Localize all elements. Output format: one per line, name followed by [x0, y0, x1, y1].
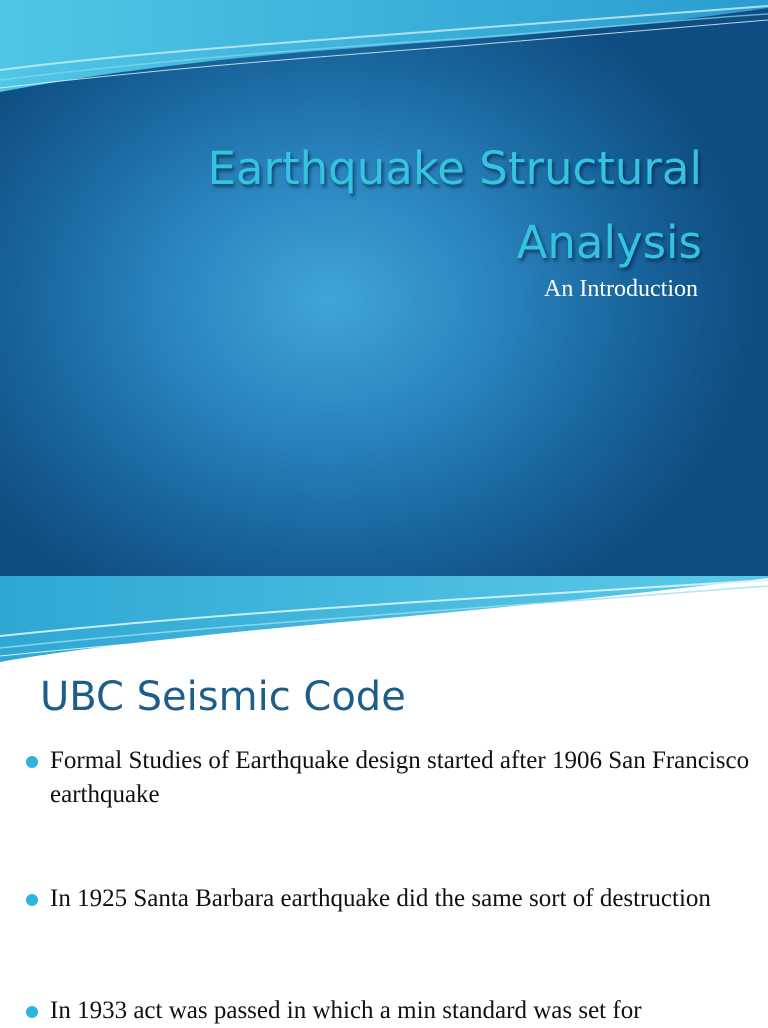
content-slide — [0, 576, 768, 1024]
bullet-dot-icon — [26, 1006, 38, 1018]
slide-subtitle: An Introduction — [544, 276, 698, 302]
slide-title: Earthquake Structural Analysis — [207, 142, 702, 269]
top-wave-decoration — [0, 0, 768, 95]
bullet-dot-icon — [26, 756, 38, 768]
bullet-text: In 1925 Santa Barbara earthquake did the same sort of destruction — [50, 885, 711, 912]
bullet-dot-icon — [26, 894, 38, 906]
slide-heading: UBC Seismic Code — [40, 674, 406, 720]
bullet-text: In 1933 act was passed in which a min standard was set for — [50, 997, 642, 1024]
bullet-text: Formal Studies of Earthquake design started after 1906 San Francisco earthquake — [50, 747, 750, 808]
